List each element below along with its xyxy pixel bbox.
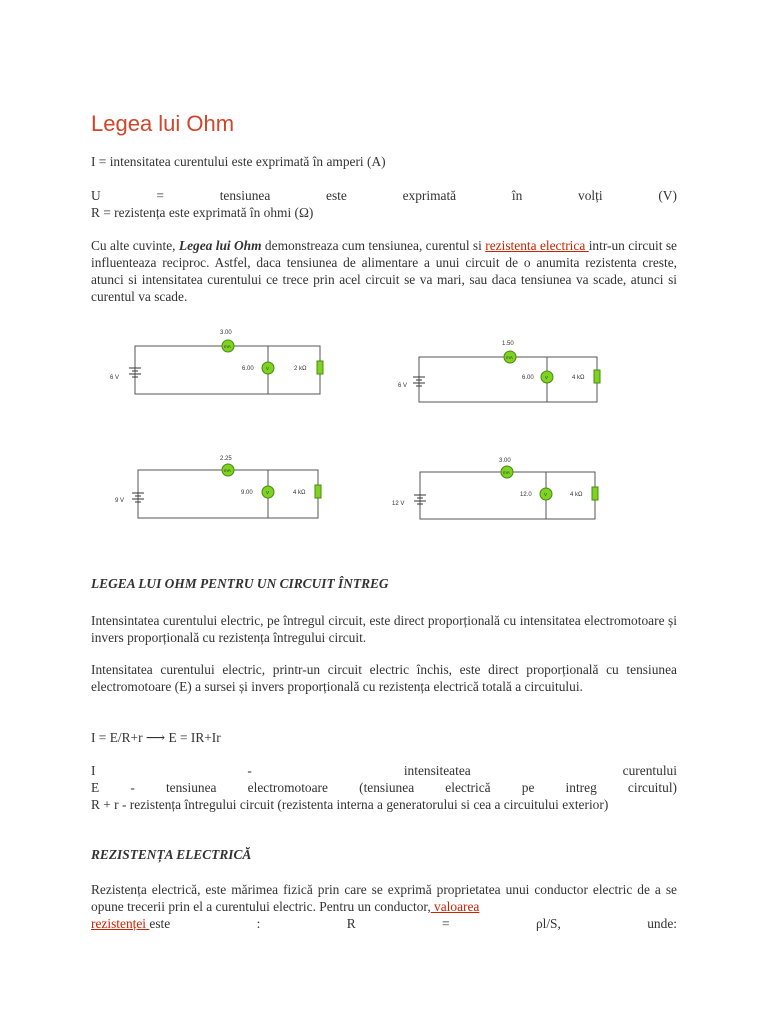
ammeter-reading: 3.00 — [499, 458, 511, 464]
voltmeter-unit: V — [544, 492, 548, 497]
definition-r: R = rezistența este exprimată în ohmi (Ω) — [91, 205, 314, 220]
definition-e-line — [91, 779, 677, 796]
section2-paragraph — [91, 881, 677, 915]
section-heading-circuit: LEGEA LUI OHM PENTRU UN CIRCUIT ÎNTREG — [91, 576, 389, 591]
voltmeter-reading: 9.00 — [241, 490, 253, 496]
circuit-wires — [420, 472, 595, 519]
resistor-icon — [315, 485, 321, 498]
resistor-label: 4 kΩ — [293, 490, 306, 496]
definition-u — [91, 187, 677, 204]
word: electrică — [445, 780, 491, 795]
intro-text: intr-un circuit se influenteaza reciproc. Astfel, daca tensiunea de alimentare a unui circuit de o anumita rezistenta creste, atunci si intensitatea curentului ce trece prin acel circuit se va mari, sau daca tensiunea va scade, atunci si curentul va scade. — [91, 238, 677, 304]
section1-paragraph-2: Intensitatea curentului electric, printr-un circuit electric închis, este direct proporțională cu tensiunea electromotoare (E) a sursei și invers proporțională cu rezistența electrică totală a circuitului. — [91, 662, 677, 694]
resistor-label: 2 kΩ — [294, 366, 307, 372]
word: R — [346, 916, 356, 931]
intro-paragraph — [91, 237, 677, 305]
ammeter-reading: 2.25 — [220, 456, 232, 462]
word: : — [256, 916, 261, 931]
resistor-icon — [592, 487, 598, 500]
word: exprimată — [402, 188, 457, 203]
circuit-wires — [135, 346, 320, 394]
resistor-icon — [594, 370, 600, 383]
word: ρl/S, — [535, 916, 561, 931]
intro-text: Cu alte cuvinte, — [91, 238, 179, 253]
resistor-label: 4 kΩ — [572, 375, 585, 381]
word: = — [156, 188, 164, 203]
link-rezistentei[interactable]: rezistenței — [91, 916, 150, 931]
voltmeter-unit: V — [266, 366, 270, 371]
word: intensiteatea — [403, 763, 471, 778]
word: este — [326, 188, 347, 203]
word: intreg — [565, 780, 597, 795]
word: = — [442, 916, 450, 931]
resistor-label: 4 kΩ — [570, 492, 583, 498]
ammeter-unit: mA — [224, 468, 231, 473]
page-title: Legea lui Ohm — [91, 111, 235, 136]
source-voltage-label: 6 V — [398, 383, 408, 389]
word: (V) — [658, 188, 677, 203]
word: (tensiunea — [359, 780, 415, 795]
word: - — [247, 763, 252, 778]
definition-i: I = intensitatea curentului este exprimată în amperi (A) — [91, 154, 386, 169]
link-rezistenta-electrica[interactable]: rezistenta electrica — [485, 238, 589, 253]
link-valoarea[interactable]: valoarea — [430, 899, 480, 914]
word: tensiunea — [219, 188, 271, 203]
last-line-start — [91, 915, 170, 932]
voltmeter-reading: 6.00 — [522, 375, 534, 381]
section2-text: Rezistența electrică, este mărimea fizică prin care se exprimă proprietatea unui conductor electric de a se opune trecerii prin el a curentului electric. Pentru un conductor, — [91, 882, 677, 914]
word: E — [91, 780, 100, 795]
word: pe — [521, 780, 535, 795]
word: unde: — [647, 916, 677, 931]
word: - — [130, 780, 135, 795]
word: circuitul) — [627, 780, 677, 795]
circuit-diagram-2 — [392, 339, 612, 414]
word: electromotoare — [247, 780, 328, 795]
ammeter-unit: mA — [503, 470, 510, 475]
ammeter-reading: 1.50 — [502, 341, 514, 347]
intro-bold: Legea lui Ohm — [178, 238, 262, 253]
section2-last-line — [91, 915, 677, 932]
word: tensiunea — [165, 780, 217, 795]
formula: I = E/R+r ⟶ E = IR+Ir — [91, 730, 221, 745]
definition-r-line: R + r - rezistența întregului circuit (rezistenta interna a generatorului si cea a circuitului exterior) — [91, 797, 609, 812]
ammeter-unit: mA — [224, 344, 231, 349]
voltmeter-unit: V — [545, 375, 549, 380]
word: I — [91, 763, 96, 778]
circuit-diagram-1 — [108, 326, 328, 401]
circuit-wires — [138, 470, 318, 518]
definition-i-line — [91, 762, 677, 779]
word: curentului — [622, 763, 677, 778]
source-voltage-label: 12 V — [392, 501, 405, 507]
word: U — [91, 188, 101, 203]
circuit-wires — [419, 357, 597, 402]
voltmeter-unit: V — [266, 490, 270, 495]
circuit-diagram-3 — [108, 453, 328, 528]
voltmeter-reading: 12.0 — [520, 492, 532, 498]
source-voltage-label: 6 V — [110, 375, 120, 381]
circuit-diagram-4 — [392, 455, 612, 530]
section-heading-resistance: REZISTENȚA ELECTRICĂ — [91, 847, 252, 862]
ammeter-reading: 3.00 — [220, 330, 232, 336]
ammeter-unit: mA — [506, 355, 513, 360]
intro-text: demonstreaza cum tensiunea, curentul si — [261, 238, 486, 253]
word: în — [511, 188, 523, 203]
section1-paragraph-1: Intensintatea curentului electric, pe întregul circuit, este direct proporțională cu intensitatea electromotoare și invers proporțională cu rezistența întregului circuit. — [91, 613, 677, 645]
resistor-icon — [317, 361, 323, 374]
word: volți — [578, 188, 603, 203]
word: este — [149, 916, 171, 931]
voltmeter-reading: 6.00 — [242, 366, 254, 372]
source-voltage-label: 9 V — [115, 498, 125, 504]
